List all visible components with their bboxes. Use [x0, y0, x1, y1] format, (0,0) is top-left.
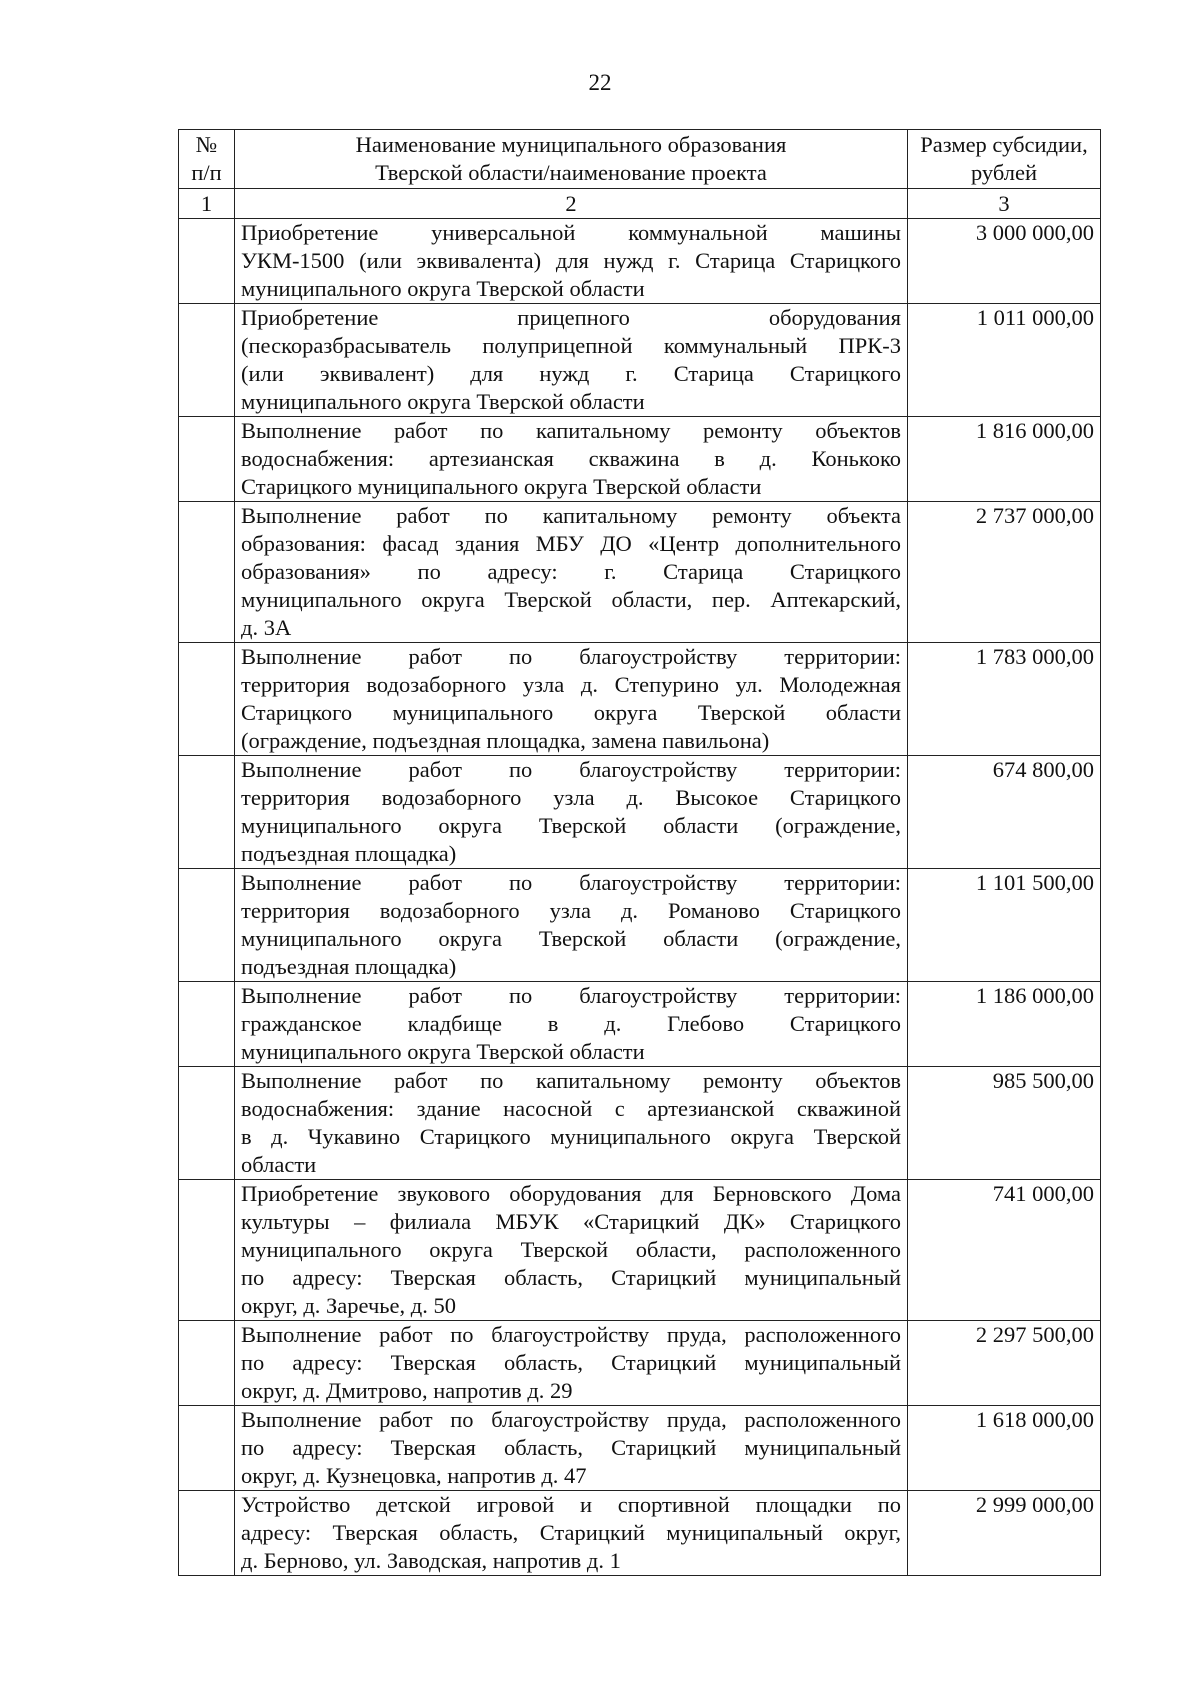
project-name-line: муниципального округа Тверской области [241, 1039, 645, 1064]
project-name-line: образования» по адресу: г. Старица Старицкого [241, 559, 901, 584]
row-number [179, 1406, 235, 1491]
table-row [179, 869, 1101, 982]
project-name [235, 869, 908, 982]
project-name-line: округ, д. Кузнецовка, напротив д. 47 [241, 1463, 587, 1488]
subsidy-table [178, 129, 1101, 1576]
project-name-line: по адресу: Тверская область, Старицкий муниципальный [241, 1350, 901, 1375]
column-number: 1 [179, 189, 235, 219]
row-number [179, 643, 235, 756]
table-row [179, 1406, 1101, 1491]
row-number [179, 219, 235, 304]
project-name-line: Приобретение звукового оборудования для Берновского Дома [241, 1181, 901, 1206]
column-number: 2 [235, 189, 908, 219]
project-name [235, 417, 908, 502]
project-name-line: Выполнение работ по благоустройству пруда, расположенного [241, 1322, 901, 1347]
project-name-line: водоснабжения: здание насосной с артезианской скважиной [241, 1096, 901, 1121]
project-name-line: д. 3А [241, 615, 292, 640]
row-number [179, 502, 235, 643]
project-name-line: водоснабжения: артезианская скважина в д. Конькоко [241, 446, 901, 471]
subsidy-amount: 2 999 000,00 [908, 1491, 1101, 1576]
project-name-line: Старицкого муниципального округа Тверской области [241, 474, 762, 499]
table-row [179, 643, 1101, 756]
project-name-line: по адресу: Тверская область, Старицкий муниципальный [241, 1435, 901, 1460]
project-name-line: УКМ-1500 (или эквивалента) для нужд г. Старица Старицкого [241, 248, 901, 273]
subsidy-amount: 1 783 000,00 [908, 643, 1101, 756]
project-name-line: муниципального округа Тверской области [241, 276, 645, 301]
project-name-line: муниципального округа Тверской области, расположенного [241, 1237, 901, 1262]
project-name-line: Старицкого муниципального округа Тверской области [241, 700, 901, 725]
project-name [235, 219, 908, 304]
project-name-line: Приобретение универсальной коммунальной машины [241, 220, 901, 245]
subsidy-amount: 1 816 000,00 [908, 417, 1101, 502]
project-name-line: округ, д. Дмитрово, напротив д. 29 [241, 1378, 573, 1403]
row-number [179, 304, 235, 417]
project-name-line: подъездная площадка) [241, 841, 457, 866]
subsidy-amount: 1 186 000,00 [908, 982, 1101, 1067]
table-row [179, 417, 1101, 502]
project-name-line: области [241, 1152, 317, 1177]
project-name [235, 304, 908, 417]
project-name-line: Устройство детской игровой и спортивной площадки по [241, 1492, 901, 1517]
table-header-row [179, 130, 1101, 189]
table-row [179, 982, 1101, 1067]
project-name-line: муниципального округа Тверской области (ограждение, [241, 813, 901, 838]
project-name [235, 643, 908, 756]
project-name [235, 756, 908, 869]
subsidy-amount: 2 737 000,00 [908, 502, 1101, 643]
project-name-line: Выполнение работ по капитальному ремонту объектов [241, 1068, 901, 1093]
subsidy-amount: 741 000,00 [908, 1180, 1101, 1321]
header-name-line2: Тверской области/наименование проекта [375, 160, 767, 185]
project-name-line: муниципального округа Тверской области (ограждение, [241, 926, 901, 951]
project-name-line: Приобретение прицепного оборудования [241, 305, 901, 330]
table-row [179, 304, 1101, 417]
row-number [179, 982, 235, 1067]
header-amount-line2: рублей [970, 160, 1038, 185]
column-number-row [179, 189, 1101, 219]
project-name-line: д. Берново, ул. Заводская, напротив д. 1 [241, 1548, 621, 1573]
project-name-line: (или эквивалент) для нужд г. Старица Старицкого [241, 361, 901, 386]
project-name [235, 1067, 908, 1180]
project-name-line: округ, д. Заречье, д. 50 [241, 1293, 456, 1318]
table-row [179, 1180, 1101, 1321]
project-name [235, 1180, 908, 1321]
project-name-line: Выполнение работ по благоустройству территории: [241, 644, 901, 669]
subsidy-amount: 3 000 000,00 [908, 219, 1101, 304]
header-amount-line1: Размер субсидии, [920, 132, 1088, 157]
subsidy-amount: 674 800,00 [908, 756, 1101, 869]
project-name-line: территория водозаборного узла д. Степурино ул. Молодежная [241, 672, 901, 697]
project-name-line: (ограждение, подъездная площадка, замена павильона) [241, 728, 770, 753]
project-name-line: гражданское кладбище в д. Глебово Старицкого [241, 1011, 901, 1036]
project-name [235, 1406, 908, 1491]
project-name [235, 502, 908, 643]
project-name-line: муниципального округа Тверской области [241, 389, 645, 414]
table-row [179, 756, 1101, 869]
project-name-line: Выполнение работ по благоустройству территории: [241, 870, 901, 895]
table-row [179, 1491, 1101, 1576]
project-name-line: Выполнение работ по благоустройству пруда, расположенного [241, 1407, 901, 1432]
header-amount [908, 130, 1101, 189]
project-name-line: культуры – филиала МБУК «Старицкий ДК» Старицкого [241, 1209, 901, 1234]
project-name-line: Выполнение работ по капитальному ремонту объектов [241, 418, 901, 443]
header-number [179, 130, 235, 189]
row-number [179, 1491, 235, 1576]
row-number [179, 1321, 235, 1406]
project-name-line: подъездная площадка) [241, 954, 457, 979]
table-row [179, 502, 1101, 643]
project-name-line: Выполнение работ по благоустройству территории: [241, 757, 901, 782]
header-number-line1: № [195, 132, 218, 157]
project-name-line: Выполнение работ по капитальному ремонту объекта [241, 503, 901, 528]
table-row [179, 1321, 1101, 1406]
header-number-line2: п/п [191, 160, 222, 185]
project-name-line: территория водозаборного узла д. Высокое Старицкого [241, 785, 901, 810]
table-row [179, 1067, 1101, 1180]
header-name-line1: Наименование муниципального образования [355, 132, 787, 157]
subsidy-amount: 1 101 500,00 [908, 869, 1101, 982]
row-number [179, 869, 235, 982]
project-name-line: Выполнение работ по благоустройству территории: [241, 983, 901, 1008]
row-number [179, 417, 235, 502]
project-name-line: (пескоразбрасыватель полуприцепной коммунальный ПРК-3 [241, 333, 901, 358]
header-name [235, 130, 908, 189]
subsidy-amount: 1 011 000,00 [908, 304, 1101, 417]
project-name-line: адресу: Тверская область, Старицкий муниципальный округ, [241, 1520, 901, 1545]
row-number [179, 1180, 235, 1321]
project-name [235, 982, 908, 1067]
project-name [235, 1321, 908, 1406]
row-number [179, 756, 235, 869]
project-name [235, 1491, 908, 1576]
project-name-line: образования: фасад здания МБУ ДО «Центр дополнительного [241, 531, 901, 556]
project-name-line: муниципального округа Тверской области, пер. Аптекарский, [241, 587, 901, 612]
page-number: 22 [588, 70, 612, 95]
subsidy-amount: 985 500,00 [908, 1067, 1101, 1180]
project-name-line: по адресу: Тверская область, Старицкий муниципальный [241, 1265, 901, 1290]
column-number: 3 [908, 189, 1101, 219]
row-number [179, 1067, 235, 1180]
project-name-line: в д. Чукавино Старицкого муниципального округа Тверской [241, 1124, 901, 1149]
table-row [179, 219, 1101, 304]
project-name-line: территория водозаборного узла д. Романово Старицкого [241, 898, 901, 923]
subsidy-amount: 2 297 500,00 [908, 1321, 1101, 1406]
subsidy-amount: 1 618 000,00 [908, 1406, 1101, 1491]
